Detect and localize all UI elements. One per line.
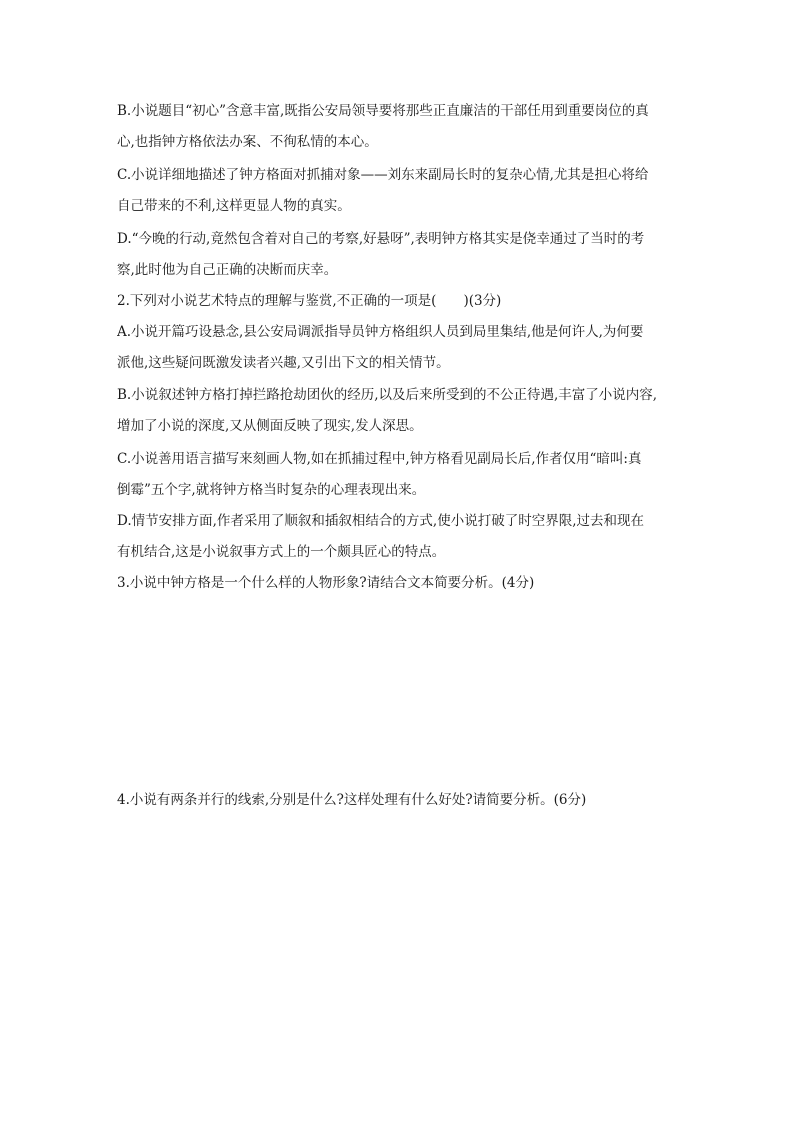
q2-option-a-line-2: 派他,这些疑问既激发读者兴趣,又引出下文的相关情节。 xyxy=(117,355,450,371)
q2-stem: 2.下列对小说艺术特点的理解与鉴赏,不正确的一项是( )(3分) xyxy=(117,293,502,309)
q3-stem: 3.小说中钟方格是一个什么样的人物形象?请结合文本简要分析。(4分) xyxy=(117,575,535,591)
q2-option-c-line-1: C.小说善用语言描写来刻画人物,如在抓捕过程中,钟方格看见副局长后,作者仅用“暗叫:真 xyxy=(117,451,642,467)
q2-option-a-line-1: A.小说开篇巧设悬念,县公安局调派指导员钟方格组织人员到局里集结,他是何许人,为何要 xyxy=(117,324,644,340)
q2-option-d-line-2: 有机结合,这是小说叙事方式上的一个颇具匠心的特点。 xyxy=(117,544,446,560)
q1-option-c-line-1: C.小说详细地描述了钟方格面对抓捕对象——刘东来副局长时的复杂心情,尤其是担心将给 xyxy=(117,167,649,183)
q1-option-d-line-1: D.“今晚的行动,竟然包含着对自己的考察,好悬呀”,表明钟方格其实是侥幸通过了当时的考 xyxy=(117,231,645,247)
q2-option-c-line-2: 倒霉”五个字,就将钟方格当时复杂的心理表现出来。 xyxy=(117,482,426,498)
q1-option-b-line-2: 心,也指钟方格依法办案、不徇私情的本心。 xyxy=(117,134,378,150)
q1-option-b-line-1: B.小说题目“初心”含意丰富,既指公安局领导要将那些正直廉洁的干部任用到重要岗位的真 xyxy=(117,103,649,119)
q2-option-b-line-1: B.小说叙述钟方格打掉拦路抢劫团伙的经历,以及后来所受到的不公正待遇,丰富了小说内容, xyxy=(117,387,658,403)
q4-stem: 4.小说有两条并行的线索,分别是什么?这样处理有什么好处?请简要分析。(6分) xyxy=(117,792,587,808)
q1-option-d-line-2: 察,此时他为自己正确的决断而庆幸。 xyxy=(117,262,338,278)
q2-option-d-line-1: D.情节安排方面,作者采用了顺叙和插叙相结合的方式,使小说打破了时空界限,过去和现在 xyxy=(117,513,645,529)
q1-option-c-line-2: 自己带来的不利,这样更显人物的真实。 xyxy=(117,198,351,214)
q2-option-b-line-2: 增加了小说的深度,又从侧面反映了现实,发人深思。 xyxy=(117,418,423,434)
